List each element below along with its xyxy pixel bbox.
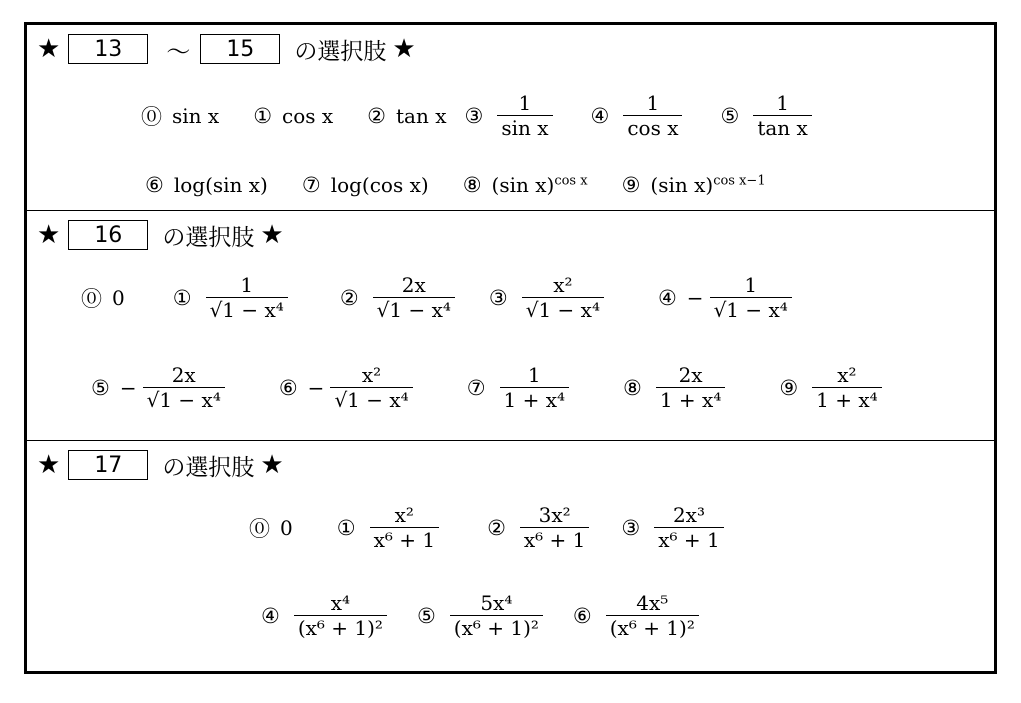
choice-row <box>261 591 703 641</box>
choice-7: ⑦ $\frac{1}{\text{1 + x⁴}}$ <box>467 363 573 413</box>
fraction: $\frac{1}{\text{√1 − x⁴}}$ <box>710 273 792 323</box>
choice-1: ① $\frac{1}{\text{√1 − x⁴}}$ <box>173 273 292 323</box>
answer-box-15: 15 <box>200 34 280 64</box>
section-header <box>37 217 284 253</box>
fraction: $\frac{1}{\text{1 + x⁴}}$ <box>500 363 570 413</box>
fraction: $\frac{1}{\text{cos x}}$ <box>623 91 682 141</box>
choice-5: ⑤ $\frac{\text{5x⁴}}{\text{(x⁶ + 1)²}}$ <box>417 591 547 641</box>
choices-frame <box>24 22 997 674</box>
section-title: の選択肢 <box>162 224 255 251</box>
star-icon: ★ <box>37 34 61 64</box>
choice-4: ④ $\frac{1}{\text{cos x}}$ <box>591 91 687 141</box>
star-icon: ★ <box>37 450 61 480</box>
choice-row <box>91 363 886 413</box>
answer-box-16: 16 <box>68 220 148 250</box>
section-title: の選択肢 <box>162 454 255 481</box>
star-icon: ★ <box>37 220 61 250</box>
section-13-15 <box>27 25 994 210</box>
star-icon: ★ <box>260 220 284 250</box>
fraction: $\frac{\text{4x⁵}}{\text{(x⁶ + 1)²}}$ <box>606 591 699 641</box>
section-16 <box>27 211 994 440</box>
choice-2: ② $\frac{\text{3x²}}{\text{x⁶ + 1}}$ <box>487 503 593 553</box>
answer-box-13: 13 <box>68 34 148 64</box>
fraction: $\frac{1}{\text{√1 − x⁴}}$ <box>206 273 288 323</box>
choice-9: ⑨ $\frac{\text{x²}}{\text{1 + x⁴}}$ <box>779 363 885 413</box>
choice-4: ④ − $\frac{1}{\text{√1 − x⁴}}$ <box>658 273 796 323</box>
fraction: $\frac{\text{x²}}{\text{x⁶ + 1}}$ <box>370 503 440 553</box>
fraction: $\frac{1}{\text{tan x}}$ <box>753 91 811 141</box>
choice-5: ⑤ $\frac{1}{\text{tan x}}$ <box>720 91 815 141</box>
choice-5: ⑤ − $\frac{2x}{\text{√1 − x⁴}}$ <box>91 363 229 413</box>
fraction: $\frac{2x}{\text{1 + x⁴}}$ <box>656 363 726 413</box>
section-header <box>37 447 284 483</box>
fraction: $\frac{2x}{\text{√1 − x⁴}}$ <box>373 273 455 323</box>
fraction: $\frac{\text{x²}}{\text{1 + x⁴}}$ <box>812 363 882 413</box>
choice-0: ⓪ 0 <box>249 516 293 541</box>
choice-8: ⑧ $\frac{2x}{\text{1 + x⁴}}$ <box>623 363 729 413</box>
fraction: $\frac{\text{x²}}{\text{√1 − x⁴}}$ <box>522 273 604 323</box>
answer-box-17: 17 <box>68 450 148 480</box>
fraction: $\frac{\text{x⁴}}{\text{(x⁶ + 1)²}}$ <box>294 591 387 641</box>
choice-1: ① $\frac{\text{x²}}{\text{x⁶ + 1}}$ <box>337 503 443 553</box>
choice-row <box>141 91 816 141</box>
choice-row <box>145 173 766 197</box>
choice-7: ⑦ log(cos x) <box>301 173 429 197</box>
choice-6: ⑥ log(sin x) <box>145 173 268 197</box>
choice-row <box>249 503 728 553</box>
choice-6: ⑥ $\frac{\text{4x⁵}}{\text{(x⁶ + 1)²}}$ <box>573 591 703 641</box>
section-header <box>37 31 416 67</box>
choice-8: ⑧ (sin x)$^{cos x}$ <box>462 173 588 197</box>
choice-6: ⑥ − $\frac{\text{x²}}{\text{√1 − x⁴}}$ <box>279 363 417 413</box>
choice-2: ② tan x <box>367 104 447 128</box>
star-icon: ★ <box>260 450 284 480</box>
choice-3: ③ $\frac{\text{2x³}}{\text{x⁶ + 1}}$ <box>621 503 727 553</box>
choice-row <box>81 273 796 323</box>
section-17 <box>27 441 994 671</box>
fraction: $\frac{\text{3x²}}{\text{x⁶ + 1}}$ <box>520 503 590 553</box>
fraction: $\frac{1}{\text{sin x}}$ <box>497 91 552 141</box>
choice-1: ① cos x <box>253 104 334 128</box>
section-title: の選択肢 <box>294 38 387 65</box>
choice-0: ⓪ 0 <box>81 286 125 311</box>
range-tilde: 〜 <box>166 37 191 66</box>
choice-3: ③ $\frac{\text{x²}}{\text{√1 − x⁴}}$ <box>489 273 608 323</box>
star-icon: ★ <box>392 34 416 64</box>
fraction: $\frac{\text{5x⁴}}{\text{(x⁶ + 1)²}}$ <box>450 591 543 641</box>
fraction: $\frac{\text{2x³}}{\text{x⁶ + 1}}$ <box>654 503 724 553</box>
fraction: $\frac{\text{x²}}{\text{√1 − x⁴}}$ <box>330 363 412 413</box>
choice-0: ⓪ sin x <box>141 104 220 129</box>
choice-2: ② $\frac{2x}{\text{√1 − x⁴}}$ <box>340 273 459 323</box>
choice-3: ③ $\frac{1}{\text{sin x}}$ <box>464 91 556 141</box>
choice-4: ④ $\frac{\text{x⁴}}{\text{(x⁶ + 1)²}}$ <box>261 591 391 641</box>
choice-9: ⑨ (sin x)$^{cos x-1}$ <box>621 173 766 197</box>
fraction: $\frac{2x}{\text{√1 − x⁴}}$ <box>143 363 225 413</box>
